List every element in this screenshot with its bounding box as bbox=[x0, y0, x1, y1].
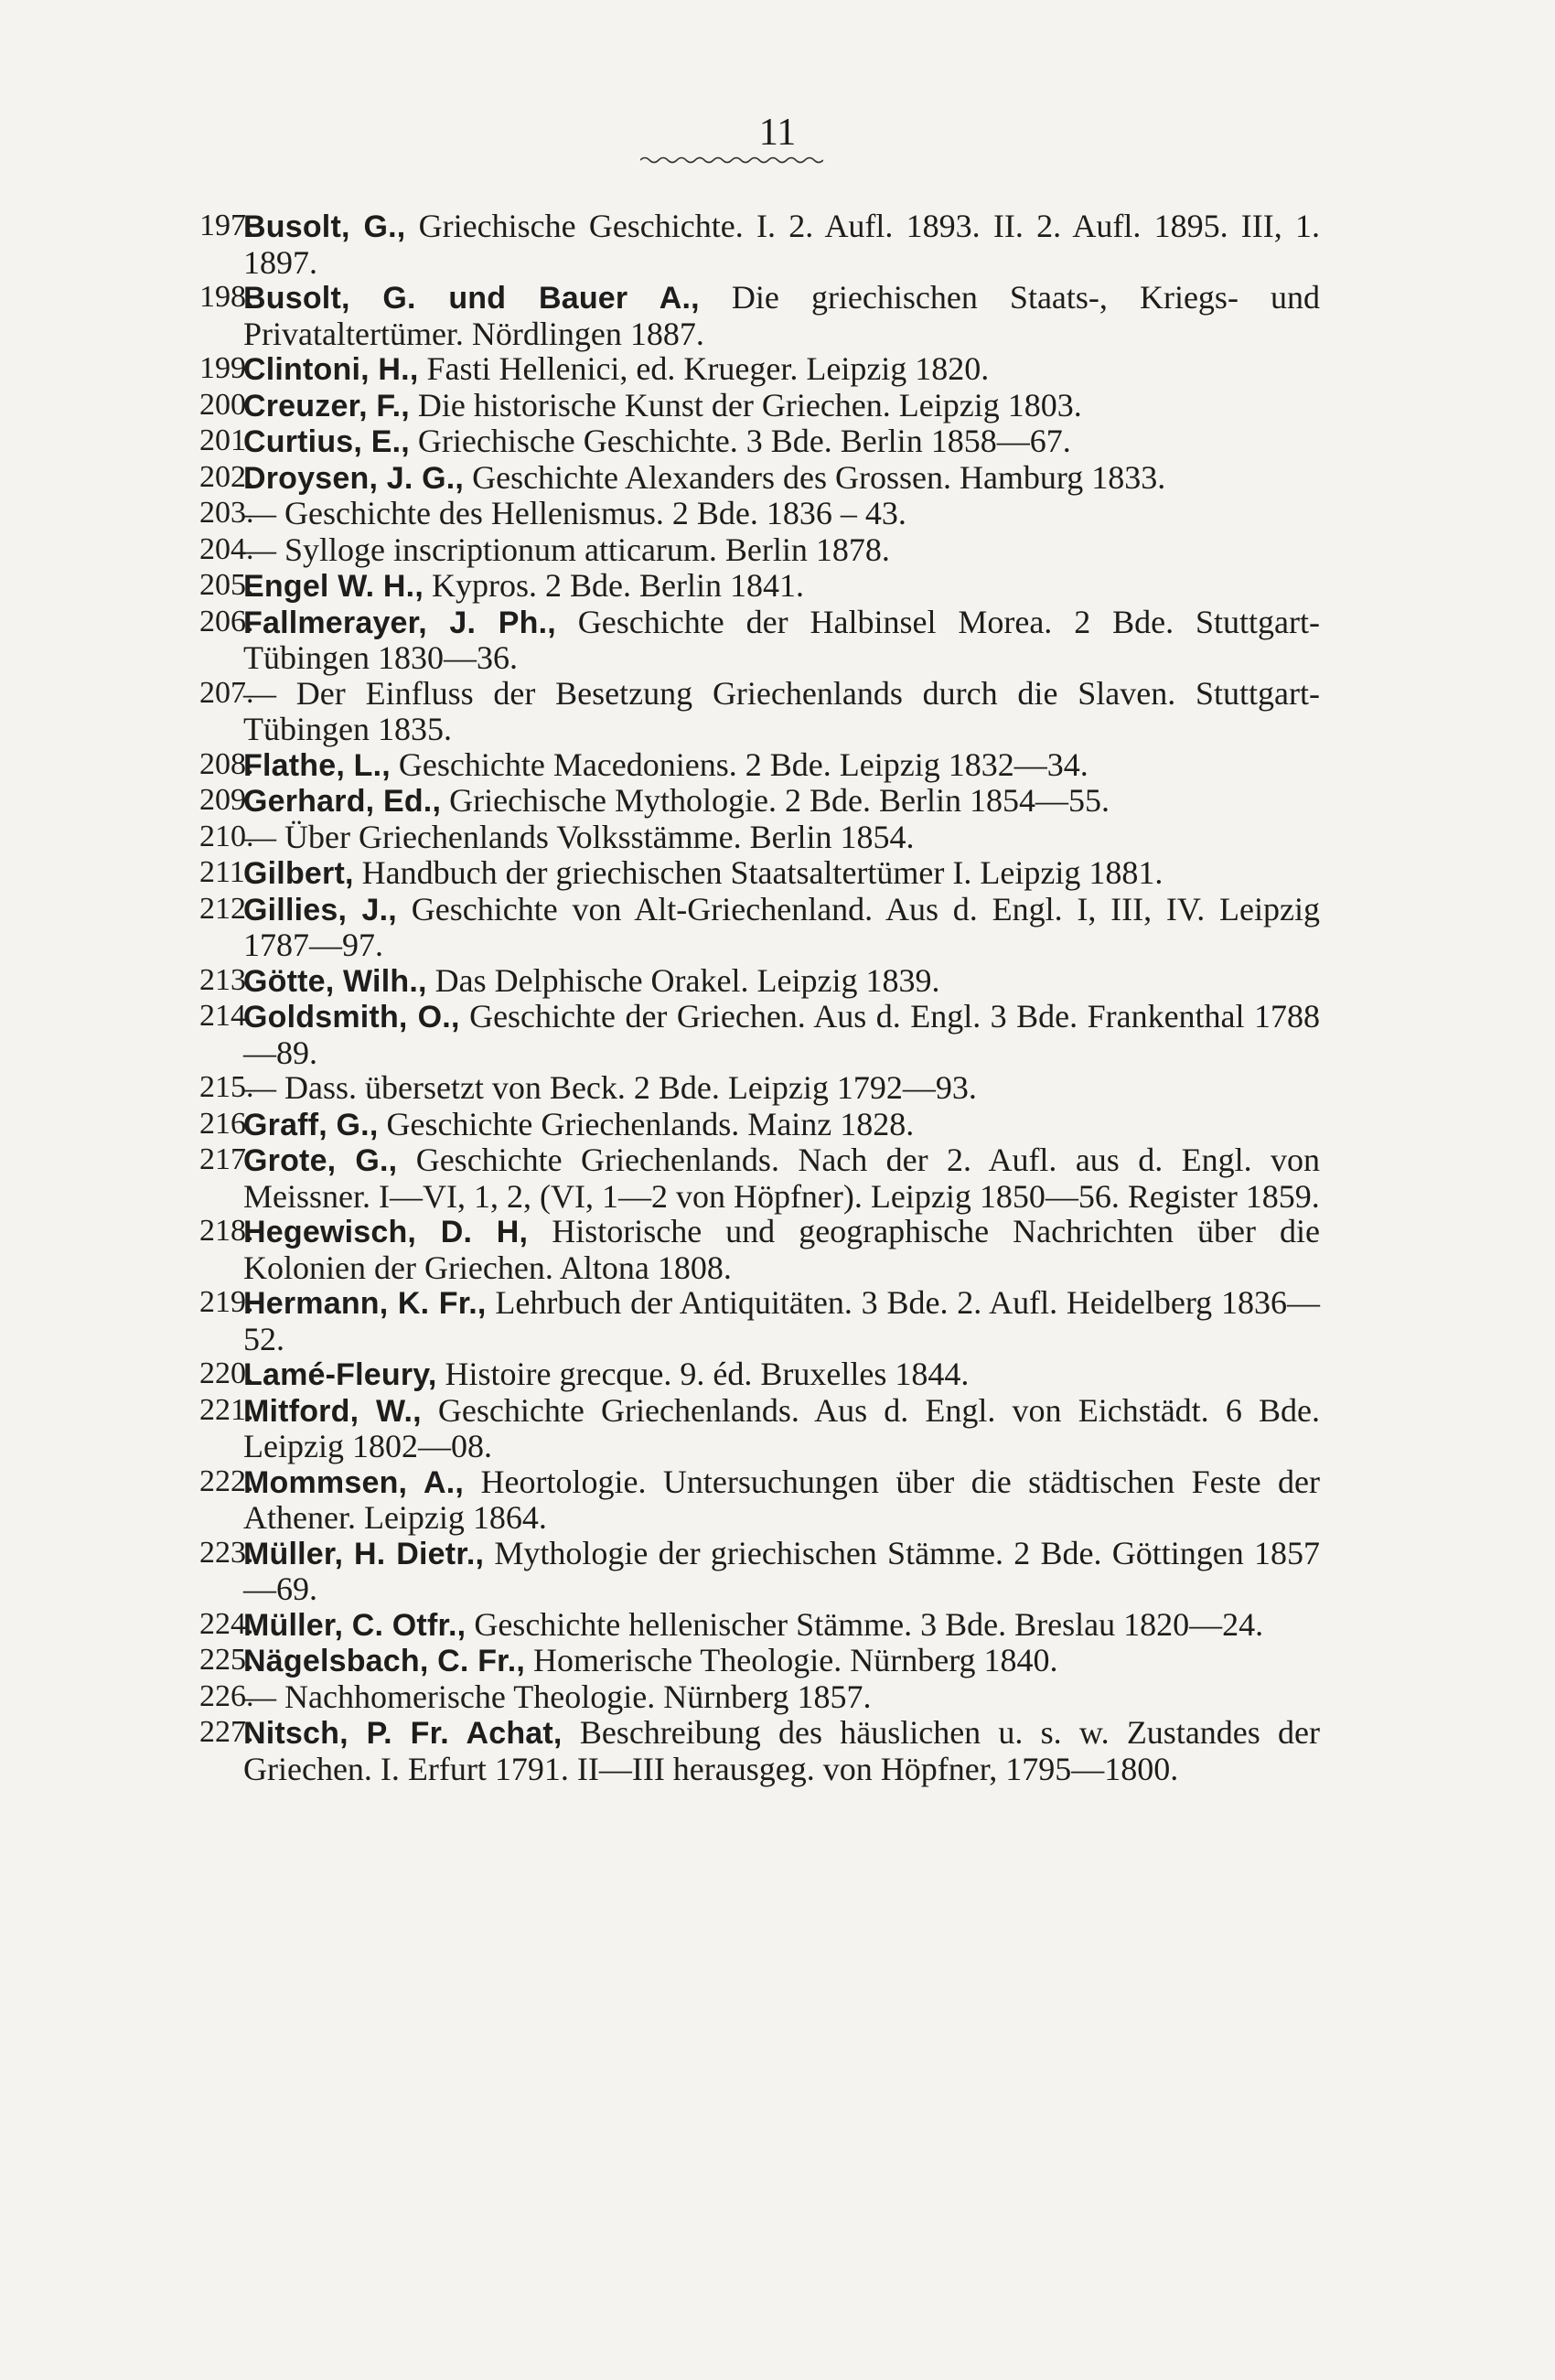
entry-title: — Geschichte des Hellenismus. 2 Bde. 1836 – 43. bbox=[243, 495, 906, 531]
entry-title: Die historische Kunst der Griechen. Leipzig 1803. bbox=[409, 386, 1082, 423]
entry-author: Müller, H. Dietr., bbox=[243, 1536, 485, 1571]
entry-number: 220. bbox=[199, 1356, 254, 1390]
entry-author: Mitford, W., bbox=[243, 1393, 422, 1429]
entry-text bbox=[243, 351, 1320, 388]
entry-text bbox=[243, 388, 1320, 424]
entry-number: 217. bbox=[199, 1142, 254, 1176]
entry-text bbox=[243, 1643, 1320, 1679]
entry-text bbox=[243, 1070, 1320, 1107]
entry-author: Creuzer, F., bbox=[243, 388, 410, 423]
entry-title: Geschichte Griechenlands. Nach der 2. Aufl. aus d. Engl. von Meissner. I—VI, 1, 2, (VI, 1—2 von Höpfner). Leipzig 1850—56. Register 1859. bbox=[243, 1142, 1320, 1215]
entry-author: Busolt, G. und Bauer A., bbox=[243, 281, 700, 316]
entry-title: Histoire grecque. 9. éd. Bruxelles 1844. bbox=[436, 1356, 970, 1392]
entry-number: 227. bbox=[199, 1715, 254, 1749]
bibliography-entry bbox=[199, 676, 1320, 747]
entry-number: 206. bbox=[199, 604, 254, 638]
entry-author: Gillies, J., bbox=[243, 892, 397, 927]
entry-title: Beschreibung des häuslichen u. s. w. Zustandes der Griechen. I. Erfurt 1791. II—III herausgeg. von Höpfner, 1795—1800. bbox=[243, 1714, 1320, 1787]
entry-author: Flathe, L., bbox=[243, 747, 391, 783]
entry-text bbox=[243, 1715, 1320, 1786]
bibliography-entry bbox=[199, 568, 1320, 605]
entry-text bbox=[243, 1285, 1320, 1356]
bibliography-entry bbox=[199, 388, 1320, 424]
bibliography-entry bbox=[199, 855, 1320, 892]
entry-text bbox=[243, 820, 1320, 856]
entry-title: Homerische Theologie. Nürnberg 1840. bbox=[525, 1642, 1058, 1678]
entry-number: 216. bbox=[199, 1106, 254, 1141]
entry-text bbox=[243, 496, 1320, 532]
entry-title: — Sylloge inscriptionum atticarum. Berlin 1878. bbox=[243, 531, 890, 568]
entry-title: Griechische Mythologie. 2 Bde. Berlin 1854—55. bbox=[441, 782, 1110, 819]
entry-number: 205. bbox=[199, 568, 254, 602]
bibliography-entry bbox=[199, 496, 1320, 532]
page-number: 11 bbox=[758, 112, 797, 154]
entry-text bbox=[243, 999, 1320, 1070]
entry-title: Kypros. 2 Bde. Berlin 1841. bbox=[423, 567, 804, 604]
entry-number: 197. bbox=[199, 209, 254, 242]
entry-title: Handbuch der griechischen Staatsaltertümer I. Leipzig 1881. bbox=[353, 854, 1164, 891]
entry-text bbox=[243, 1107, 1320, 1143]
entry-title: Mythologie der griechischen Stämme. 2 Bde. Göttingen 1857—69. bbox=[243, 1534, 1320, 1607]
entry-author: Clintoni, H., bbox=[243, 352, 419, 387]
entry-title: Geschichte Griechenlands. Mainz 1828. bbox=[378, 1105, 915, 1142]
entry-title: Heortologie. Untersuchungen über die städtischen Feste der Athener. Leipzig 1864. bbox=[243, 1463, 1320, 1536]
entry-author: Müller, C. Otfr., bbox=[243, 1607, 466, 1643]
entry-text bbox=[243, 1607, 1320, 1644]
bibliography-entry bbox=[199, 783, 1320, 820]
entry-author: Grote, G., bbox=[243, 1143, 398, 1178]
bibliography-entry bbox=[199, 532, 1320, 569]
entry-number: 224. bbox=[199, 1606, 254, 1641]
bibliography-entry bbox=[199, 1356, 1320, 1393]
bibliography-entry bbox=[199, 892, 1320, 963]
entry-title: Die griechischen Staats-, Kriegs- und Privataltertümer. Nördlingen 1887. bbox=[243, 279, 1320, 352]
entry-number: 214. bbox=[199, 999, 254, 1033]
entry-title: Geschichte Macedoniens. 2 Bde. Leipzig 1832—34. bbox=[390, 745, 1088, 783]
bibliography-entry bbox=[199, 460, 1320, 497]
entry-number: 221. bbox=[199, 1392, 254, 1427]
bibliography-entry bbox=[199, 1679, 1320, 1716]
entry-number: 226. bbox=[199, 1678, 254, 1713]
entry-text bbox=[243, 963, 1320, 1000]
entry-number: 211. bbox=[199, 855, 253, 889]
entry-number: 219. bbox=[199, 1285, 254, 1319]
entry-author: Goldsmith, O., bbox=[243, 1000, 460, 1035]
entry-author: Graff, G., bbox=[243, 1107, 379, 1142]
bibliography-entry bbox=[199, 1214, 1320, 1285]
bibliography-entry bbox=[199, 1070, 1320, 1107]
entry-text bbox=[243, 1464, 1320, 1536]
entry-text bbox=[243, 1536, 1320, 1607]
bibliography-entry bbox=[199, 999, 1320, 1070]
entry-number: 199. bbox=[199, 351, 254, 385]
entry-author: Gerhard, Ed., bbox=[243, 784, 442, 819]
bibliography-entry bbox=[199, 423, 1320, 460]
bibliography-entry bbox=[199, 1285, 1320, 1356]
entry-number: 223. bbox=[199, 1535, 254, 1570]
entry-number: 212. bbox=[199, 891, 254, 926]
bibliography-entry bbox=[199, 1464, 1320, 1536]
entry-number: 209. bbox=[199, 783, 254, 817]
entry-number: 207. bbox=[199, 675, 254, 710]
entry-title: Geschichte hellenischer Stämme. 3 Bde. Breslau 1820—24. bbox=[466, 1605, 1264, 1643]
entry-title: Historische und geographische Nachrichten über die Kolonien der Griechen. Altona 1808. bbox=[243, 1213, 1320, 1286]
entry-title: — Über Griechenlands Volksstämme. Berlin 1854. bbox=[243, 818, 915, 855]
entry-author: Nitsch, P. Fr. Achat, bbox=[243, 1716, 563, 1751]
bibliography-entry bbox=[199, 605, 1320, 676]
entry-text bbox=[243, 532, 1320, 569]
entry-title: Geschichte der Griechen. Aus d. Engl. 3 Bde. Frankenthal 1788—89. bbox=[243, 998, 1320, 1071]
entry-number: 210. bbox=[199, 819, 254, 853]
entry-number: 215. bbox=[199, 1070, 254, 1104]
entry-text bbox=[243, 676, 1320, 747]
entry-title: Fasti Hellenici, ed. Krueger. Leipzig 1820. bbox=[418, 350, 990, 387]
bibliography-entry bbox=[199, 351, 1320, 388]
entry-author: Droysen, J. G., bbox=[243, 460, 465, 496]
bibliography-entry bbox=[199, 963, 1320, 1000]
entry-number: 204. bbox=[199, 531, 254, 566]
entry-text bbox=[243, 1679, 1320, 1716]
entry-number: 201. bbox=[199, 423, 254, 457]
entry-text bbox=[243, 568, 1320, 605]
entry-author: Nägelsbach, C. Fr., bbox=[243, 1644, 526, 1678]
entry-title: Griechische Geschichte. I. 2. Aufl. 1893. II. 2. Aufl. 1895. III, 1. 1897. bbox=[243, 208, 1320, 281]
bibliography-entry bbox=[199, 1393, 1320, 1464]
entry-number: 213. bbox=[199, 962, 254, 997]
entry-text bbox=[243, 892, 1320, 963]
bibliography-entry bbox=[199, 1142, 1320, 1214]
entry-author: Curtius, E., bbox=[243, 424, 410, 459]
entry-number: 200. bbox=[199, 387, 254, 422]
entry-title: Lehrbuch der Antiquitäten. 3 Bde. 2. Aufl. Heidelberg 1836—52. bbox=[243, 1284, 1320, 1357]
wavy-rule bbox=[640, 155, 823, 165]
entry-title: Das Delphische Orakel. Leipzig 1839. bbox=[426, 961, 940, 999]
entry-author: Busolt, G., bbox=[243, 209, 406, 244]
entry-title: — Dass. übersetzt von Beck. 2 Bde. Leipzig 1792—93. bbox=[243, 1069, 977, 1106]
entry-author: Lamé-Fleury, bbox=[243, 1357, 437, 1392]
entry-author: Götte, Wilh., bbox=[243, 963, 427, 999]
bibliography-entry bbox=[199, 820, 1320, 856]
entry-author: Hegewisch, D. H, bbox=[243, 1215, 529, 1249]
entry-text bbox=[243, 460, 1320, 497]
entry-title: Geschichte Griechenlands. Aus d. Engl. von Eichstädt. 6 Bde. Leipzig 1802—08. bbox=[243, 1391, 1320, 1464]
entry-text bbox=[243, 280, 1320, 351]
entry-author: Fallmerayer, J. Ph., bbox=[243, 605, 556, 640]
entry-author: Mommsen, A., bbox=[243, 1464, 465, 1500]
wavy-rule-line bbox=[640, 155, 823, 165]
entry-number: 225. bbox=[199, 1643, 254, 1677]
entry-text bbox=[243, 783, 1320, 820]
bibliography-entry bbox=[199, 1715, 1320, 1786]
entry-text bbox=[243, 1214, 1320, 1285]
entry-text bbox=[243, 855, 1320, 892]
bibliography-entry bbox=[199, 1607, 1320, 1644]
bibliography-entry bbox=[199, 280, 1320, 351]
entry-author: Engel W. H., bbox=[243, 569, 424, 604]
entry-title: Griechische Geschichte. 3 Bde. Berlin 1858—67. bbox=[409, 423, 1071, 459]
entry-title: — Nachhomerische Theologie. Nürnberg 1857. bbox=[243, 1678, 872, 1715]
entry-title: Geschichte von Alt-Griechenland. Aus d. Engl. I, III, IV. Leipzig 1787—97. bbox=[243, 890, 1320, 963]
entry-number: 222. bbox=[199, 1463, 254, 1498]
entry-number: 208. bbox=[199, 746, 254, 781]
entry-text bbox=[243, 747, 1320, 784]
entry-text bbox=[243, 1142, 1320, 1214]
entry-number: 202. bbox=[199, 459, 254, 494]
entry-text bbox=[243, 605, 1320, 676]
bibliography-list bbox=[199, 209, 1320, 1786]
bibliography-entry bbox=[199, 1643, 1320, 1679]
entry-text bbox=[243, 1356, 1320, 1393]
bibliography-entry bbox=[199, 209, 1320, 280]
entry-number: 218. bbox=[199, 1214, 254, 1248]
bibliography-entry bbox=[199, 1107, 1320, 1143]
entry-text bbox=[243, 423, 1320, 460]
entry-number: 203. bbox=[199, 496, 254, 530]
entry-title: — Der Einfluss der Besetzung Griechenlands durch die Slaven. Stuttgart-Tübingen 1835. bbox=[243, 674, 1320, 747]
entry-text bbox=[243, 209, 1320, 280]
entry-author: Gilbert, bbox=[243, 856, 354, 891]
entry-number: 198. bbox=[199, 280, 254, 314]
entry-title: Geschichte der Halbinsel Morea. 2 Bde. Stuttgart-Tübingen 1830—36. bbox=[243, 603, 1320, 676]
bibliography-entry bbox=[199, 1536, 1320, 1607]
bibliography-entry bbox=[199, 747, 1320, 784]
entry-text bbox=[243, 1393, 1320, 1464]
entry-author: Hermann, K. Fr., bbox=[243, 1286, 487, 1321]
entry-title: Geschichte Alexanders des Grossen. Hamburg 1833. bbox=[464, 458, 1166, 496]
